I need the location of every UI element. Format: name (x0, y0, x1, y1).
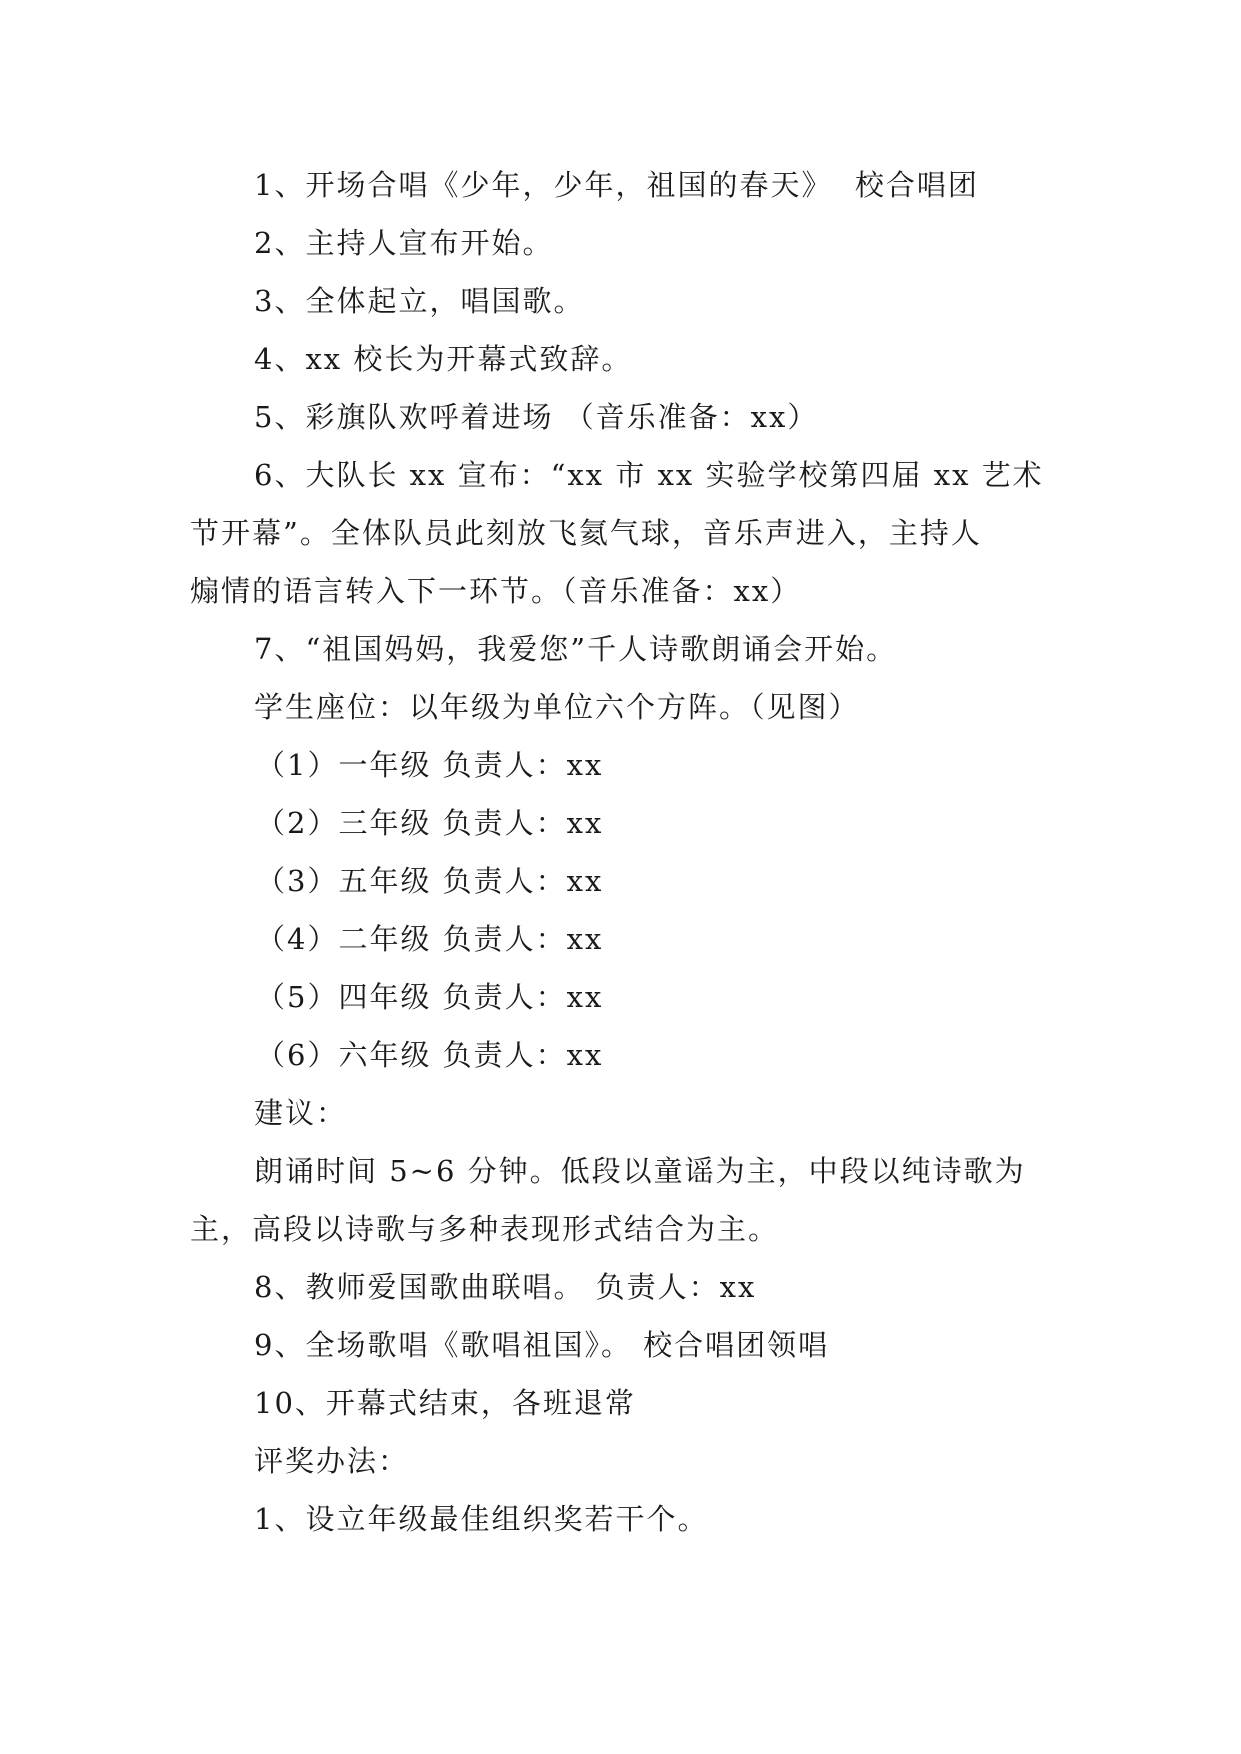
seating-block-1: （1）一年级 负责人：xx (256, 748, 604, 782)
program-item-7: 7、“祖国妈妈，我爱您”千人诗歌朗诵会开始。 (254, 632, 898, 666)
program-item-5: 5、彩旗队欢呼着进场 （音乐准备：xx） (254, 400, 819, 434)
award-heading: 评奖办法： (254, 1444, 410, 1478)
program-item-6-line-1: 6、大队长 xx 宣布：“xx 市 xx 实验学校第四届 xx 艺术 (254, 458, 1044, 492)
program-item-4: 4、xx 校长为开幕式致辞。 (254, 342, 633, 376)
program-item-2: 2、主持人宣布开始。 (254, 226, 554, 260)
suggestion-line-2: 主，高段以诗歌与多种表现形式结合为主。 (190, 1212, 780, 1246)
seating-block-3: （3）五年级 负责人：xx (256, 864, 604, 898)
document-page (190, 156, 1050, 1548)
program-item-1: 1、开场合唱《少年，少年，祖国的春天》 校合唱团 (254, 168, 979, 202)
program-item-10: 10、开幕式结束，各班退常 (254, 1386, 636, 1420)
program-item-8: 8、教师爱国歌曲联唱。 负责人：xx (254, 1270, 757, 1304)
program-item-9: 9、全场歌唱《歌唱祖国》。 校合唱团领唱 (254, 1328, 830, 1362)
program-item-3: 3、全体起立，唱国歌。 (254, 284, 585, 318)
seating-block-6: （6）六年级 负责人：xx (256, 1038, 604, 1072)
suggestion-heading: 建议： (254, 1096, 348, 1130)
seating-block-4: （4）二年级 负责人：xx (256, 922, 604, 956)
seating-block-2: （2）三年级 负责人：xx (256, 806, 604, 840)
seating-block-5: （5）四年级 负责人：xx (256, 980, 604, 1014)
award-item-1: 1、设立年级最佳组织奖若干个。 (254, 1502, 709, 1536)
program-item-6-line-3: 煽情的语言转入下一环节。（音乐准备：xx） (190, 574, 802, 608)
seating-heading: 学生座位：以年级为单位六个方阵。（见图） (254, 690, 860, 724)
suggestion-line-1: 朗诵时间 5~6 分钟。低段以童谣为主，中段以纯诗歌为 (254, 1154, 1026, 1188)
program-item-6-line-2: 节开幕”。全体队员此刻放飞氦气球，音乐声进入，主持人 (190, 516, 982, 550)
